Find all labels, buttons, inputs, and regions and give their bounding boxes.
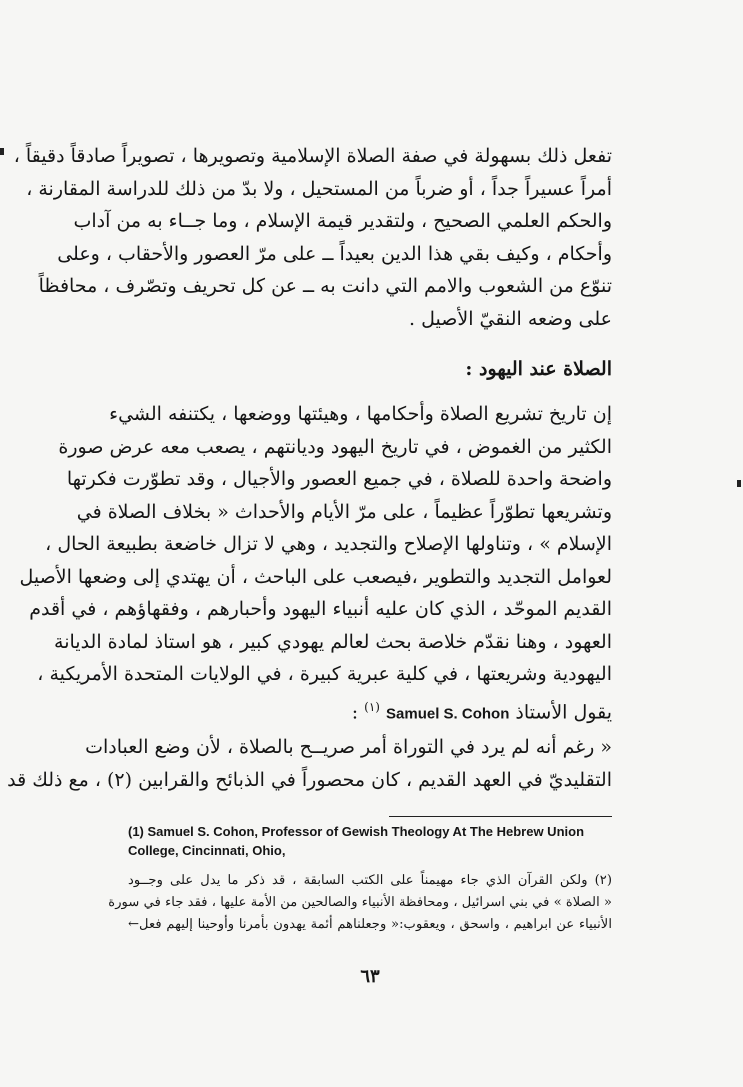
text-line: التقليديّ في العهد القديم ، كان محصوراً في الذبائح والقرابين (٢) ، مع ذلك قد: [7, 768, 612, 791]
text-line: وتشريعها تطوّراً عظيماً ، على مرّ الأيام والأحداث « بخلاف الصلاة في: [76, 500, 612, 523]
text-line: وأحكام ، وكيف بقي هذا الدين بعيداً ــ على مرّ العصور والأحقاب ، وعلى: [57, 242, 612, 265]
footnote-divider: [389, 816, 612, 817]
paragraph-2: [19, 398, 612, 723]
paragraph-3-quote: [7, 731, 612, 796]
footnote-1: (1) Samuel S. Cohon, Professor of Gewish Theology At The Hebrew Union College, Cincinnati, Ohio,: [128, 824, 585, 858]
page-number: ٦٣: [360, 966, 380, 987]
text-line: « رغم أنه لم يرد في التوراة أمر صريــح بالصلاة ، لأن وضع العبادات: [85, 736, 612, 758]
text-line: والحكم العلمي الصحيح ، ولتقدير قيمة الإسلام ، وما جــاء به من آداب: [73, 210, 612, 232]
text-line: العهود ، وهنا نقدّم خلاصة بحث لعالم يهودي كبير ، هو استاذ لمادة الديانة: [54, 630, 612, 653]
footnote-2: [108, 870, 612, 936]
text-line: أمراً عسيراً جداً ، أو ضرباً من المستحيل ، ولا بدّ من ذلك للدراسة المقارنة ،: [26, 177, 612, 200]
section-heading: الصلاة عند اليهود :: [465, 358, 612, 380]
footnote-line: (٢) ولكن القرآن الذي جاء مهيمناً على الكتب السابقة ، قد ذكر ما يدل على وجــود: [128, 873, 612, 888]
footnote-line: « الصلاة » في بني اسرائيل ، ومحافظة الأنبياء والصالحين من الأمة عليها ، فقد جاء في سورة: [108, 895, 612, 910]
paragraph-1: [13, 140, 612, 335]
scan-edge-mark: [0, 148, 4, 155]
text-line: واضحة واحدة للصلاة ، في جميع العصور والأجيال ، وقد تطوّرت فكرتها: [66, 468, 612, 490]
footnote-line: الأنبياء عن ابراهيم ، واسحق ، ويعقوب:« وجعلناهم أئمة يهدون بأمرنا وأوحينا إليهم فعل←: [128, 917, 612, 932]
text-line: إن تاريخ تشريع الصلاة وأحكامها ، وهيئتها ووضعها ، يكتنفه الشيء: [109, 403, 612, 425]
quote-intro-prefix: يقول الأستاذ: [515, 700, 612, 723]
text-line: على وضعه النقيّ الأصيل .: [409, 307, 612, 330]
footnote-ref-1: (١): [364, 699, 380, 714]
text-line: اليهودية وشريعتها ، في كلية عبرية كبيرة ، في الولايات المتحدة الأمريكية ،: [37, 663, 612, 685]
scan-edge-mark: [737, 480, 741, 487]
text-line: الكثير من الغموض ، في تاريخ اليهود وديانتهم ، يصعب معه عرض صورة: [58, 435, 612, 458]
text-line: تنوّع من الشعوب والامم التي دانت به ــ عن كل تحريف وتصّرف ، محافظاً: [38, 275, 612, 297]
text-line: القديم الموحّد ، الذي كان عليه أنبياء اليهود وأحبارهم ، وفقهاؤهم ، في أقدم: [29, 598, 612, 620]
author-name: Samuel S. Cohon: [386, 704, 510, 722]
text-line: تفعل ذلك بسهولة في صفة الصلاة الإسلامية وتصويرها ، تصويراً صادقاً دقيقاً ،: [13, 145, 612, 167]
quote-intro-colon: :: [351, 700, 359, 723]
text-line-quote-intro: [128, 691, 612, 724]
text-line: الإسلام » ، وتناولها الإصلاح والتجديد ، وهي لا تزال خاضعة بطبيعة الحال ،: [45, 533, 612, 555]
text-line: لعوامل التجديد والتطوير ،فيصعب على الباحث ، أن يهتدي إلى وضعها الأصيل: [19, 565, 612, 588]
